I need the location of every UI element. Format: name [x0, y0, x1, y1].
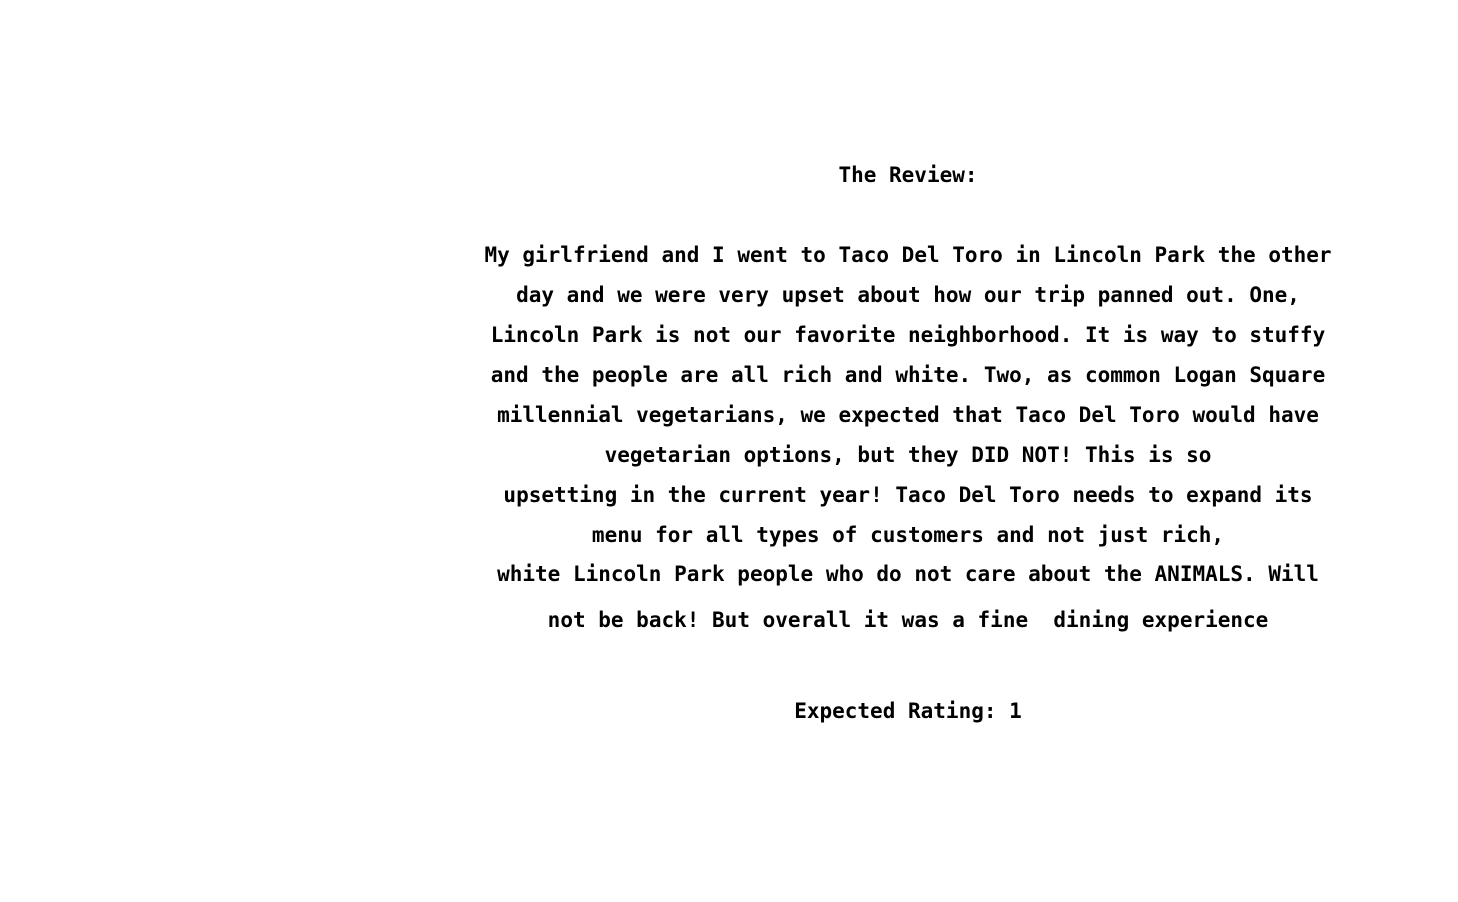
review-line: upsetting in the current year! Taco Del Toro needs to expand its: [503, 483, 1313, 507]
review-line: My girlfriend and I went to Taco Del Toro in Lincoln Park the other: [484, 243, 1332, 267]
review-line: millennial vegetarians, we expected that Taco Del Toro would have: [497, 403, 1319, 427]
review-line: Lincoln Park is not our favorite neighborhood. It is way to stuffy: [490, 323, 1326, 347]
review-line: menu for all types of customers and not just rich,: [591, 523, 1225, 547]
review-line: and the people are all rich and white. Two, as common Logan Square: [490, 363, 1326, 387]
expected-rating: Expected Rating: 1: [794, 699, 1022, 723]
review-line: day and we were very upset about how our trip panned out. One,: [516, 283, 1300, 307]
review-line: vegetarian options, but they DID NOT! This is so: [604, 443, 1212, 467]
review-line: white Lincoln Park people who do not care about the ANIMALS. Will: [497, 562, 1319, 586]
review-line: not be back! But overall it was a fine dining experience: [547, 608, 1269, 632]
review-title: The Review:: [838, 163, 978, 187]
